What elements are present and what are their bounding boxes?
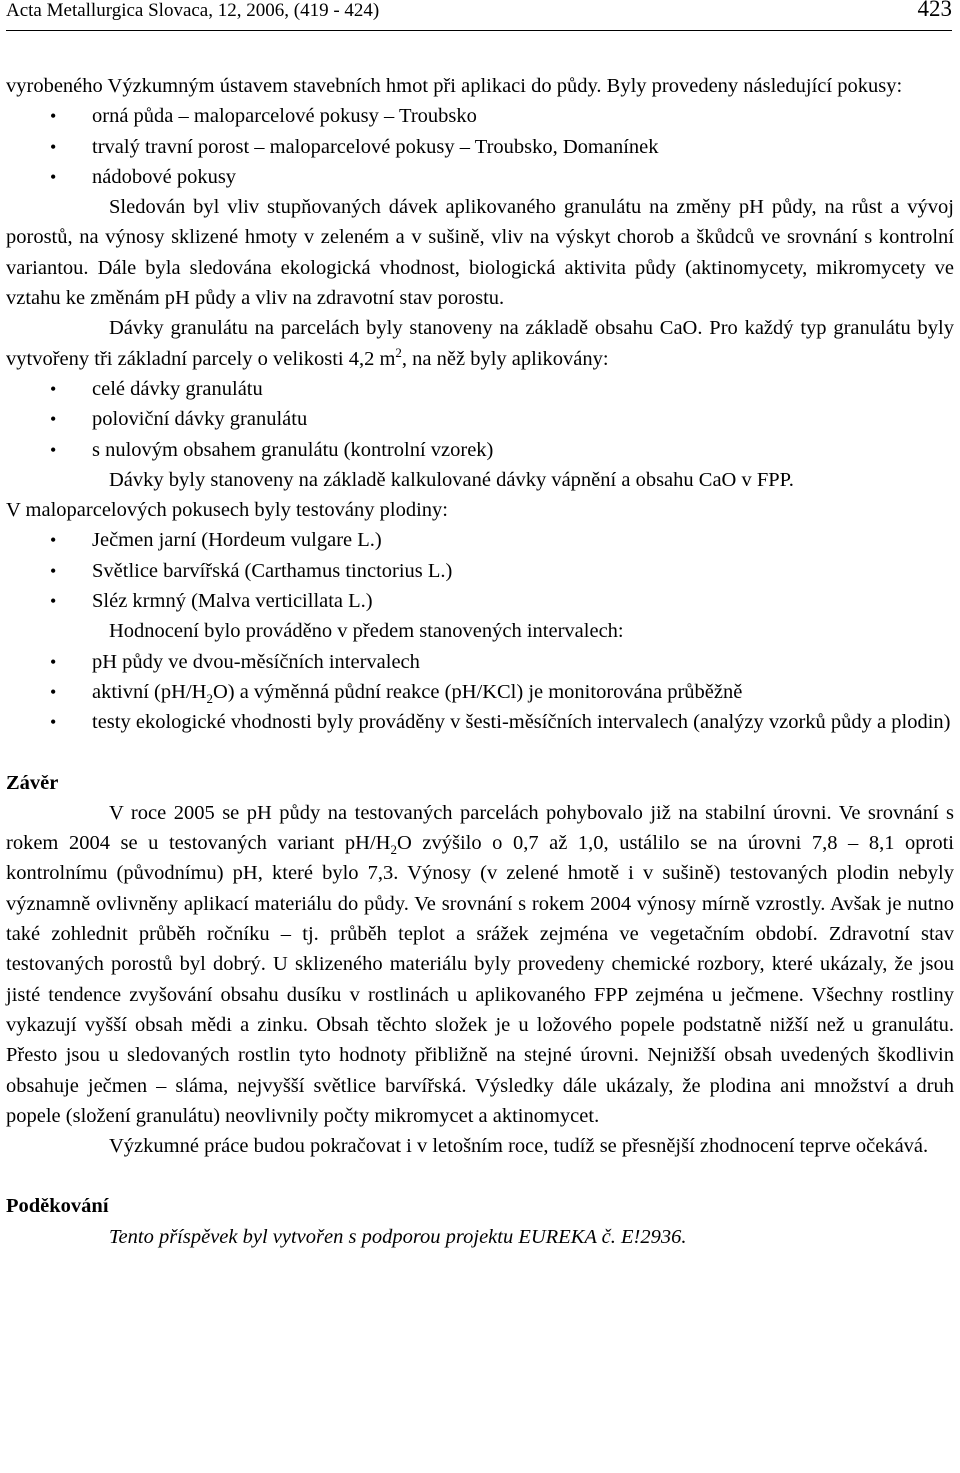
dose-paragraph: Dávky granulátu na parcelách byly stanoveny na základě obsahu CaO. Pro každý typ granulátu byly vytvořeny tři základní parcely o velikosti 4,2 $m^2$, na něž byly aplikovány:	[6, 317, 954, 370]
page-number: 423	[917, 0, 952, 21]
list-item: • poloviční dávky granulátu	[6, 404, 954, 434]
bullet-icon: •	[50, 409, 57, 430]
bullet-icon: •	[50, 106, 57, 127]
observation-paragraph: Sledován byl vliv stupňovaných dávek aplikovaného granulátu na změny pH půdy, na růst a vývoj porostů, na výnosy sklizené hmoty v zeleném a v sušině, vliv na výskyt chorob a škůdců ve srovnání s kontrolní variantou. Dále byla sledována ekologická vhodnost, biologická aktivita půdy (aktinomycety, mikromycety ve vztahu ke změnám pH půdy a vliv na zdravotní stav porostu.	[6, 196, 954, 310]
bullet-icon: •	[50, 681, 57, 702]
evaluation-list	[6, 647, 954, 738]
subscript: 2	[390, 842, 397, 858]
conclusion-heading: Závěr	[6, 771, 59, 794]
list-item: • orná půda – maloparcelové pokusy – Troubsko	[6, 101, 954, 131]
superscript: 2	[395, 344, 402, 360]
acknowledgement-heading: Poděkování	[6, 1195, 109, 1218]
list-item: • pH půdy ve dvou-měsíčních intervalech	[6, 647, 954, 677]
section-spacer	[6, 1161, 954, 1191]
list-item: • celé dávky granulátu	[6, 374, 954, 404]
intro-paragraph: vyrobeného Výzkumným ústavem stavebních hmot při aplikaci do půdy. Byly provedeny následující pokusy:	[6, 75, 903, 97]
crop-list	[6, 525, 954, 616]
list-item: • Ječmen jarní (Hordeum vulgare L.)	[6, 525, 954, 555]
bullet-icon: •	[50, 560, 57, 581]
future-work-paragraph: Výzkumné práce budou pokračovat i v letošním roce, tudíž se přesnější zhodnocení teprve očekává.	[109, 1135, 929, 1158]
journal-citation: Acta Metallurgica Slovaca, 12, 2006, (419 - 424)	[6, 0, 380, 21]
conclusion-paragraph: V roce 2005 se pH půdy na testovaných parcelách pohybovalo již na stabilní úrovni. Ve srovnání s rokem 2004 se u testovaných variant $pH/H_2O$ zvýšilo o 0,7 až 1,0, ustálilo se na úrovni 7,8 – 8,1 oproti kontrolnímu (původnímu) pH, které bylo 7,3. Výnosy (v zelené hmotě i v sušině) testovaných plodin nebyly významně ovlivněny aplikací materiálu do půdy. Ve srovnání s rokem 2004 výnosy mírně vzrostly. Avšak je nutno také zohlednit průběh ročníku – tj. průběh teplot a srážek zejména ve vegetačním období. Zdravotní stav testovaných porostů byl dobrý. U sklizeného materiálu byly provedeny chemické rozbory, které ukázaly, že jsou jisté tendence zvyšování obsahu dusíku v rostlinách u aplikovaného FPP zejména u ječmene. Všechny rostliny vykazují vyšší obsah mědi a zinku. Obsah těchto složek je u ložového popele podstatně nižší než u granulátu. Přesto jsou u sledovaných rostlin tyto hodnoty přibližně na stejné úrovni. Nejnižší obsah uvedených škodlivin obsahuje ječmen – sláma, nejvyšší světlice barvířská. Výsledky dále ukázaly, že plodina ani množství a druh popele (složení granulátu) neovlivnily počty mikromycet a aktinomycet.	[6, 801, 954, 1127]
evaluation-intro-paragraph: Hodnocení bylo prováděno v předem stanovených intervalech:	[109, 620, 624, 643]
bullet-icon: •	[50, 166, 57, 187]
list-item: • testy ekologické vhodnosti byly prováděny v šesti-měsíčních intervalech (analýzy vzorků půdy a plodin)	[6, 707, 954, 737]
subscript: 2	[206, 691, 213, 707]
section-spacer	[6, 738, 954, 768]
dose-basis-paragraph: Dávky byly stanoveny na základě kalkulované dávky vápnění a obsahu CaO v FPP.	[109, 468, 794, 491]
crops-intro-paragraph: V maloparcelových pokusech byly testovány plodiny:	[6, 499, 448, 522]
list-item: • aktivní $(pH/H_2O)$ a výměnná půdní reakce (pH/KCl) je monitorována průběžně	[6, 677, 954, 707]
list-item: • trvalý travní porost – maloparcelové pokusy – Troubsko, Domanínek	[6, 132, 954, 162]
bullet-icon: •	[50, 651, 57, 672]
list-item: • Světlice barvířská (Carthamus tinctorius L.)	[6, 556, 954, 586]
list-item: • nádobové pokusy	[6, 162, 954, 192]
bullet-icon: •	[50, 712, 57, 733]
list-item: • Sléz krmný (Malva verticillata L.)	[6, 586, 954, 616]
bullet-icon: •	[50, 591, 57, 612]
dose-list	[6, 374, 954, 465]
article-body	[6, 71, 954, 1252]
running-header	[6, 0, 952, 31]
bullet-icon: •	[50, 439, 57, 460]
bullet-icon: •	[50, 530, 57, 551]
acknowledgement-text: Tento příspěvek byl vytvořen s podporou projektu EUREKA č. E!2936.	[109, 1225, 687, 1248]
bullet-icon: •	[50, 136, 57, 157]
list-item: • s nulovým obsahem granulátu (kontrolní vzorek)	[6, 435, 954, 465]
bullet-icon: •	[50, 378, 57, 399]
experiment-list	[6, 101, 954, 192]
